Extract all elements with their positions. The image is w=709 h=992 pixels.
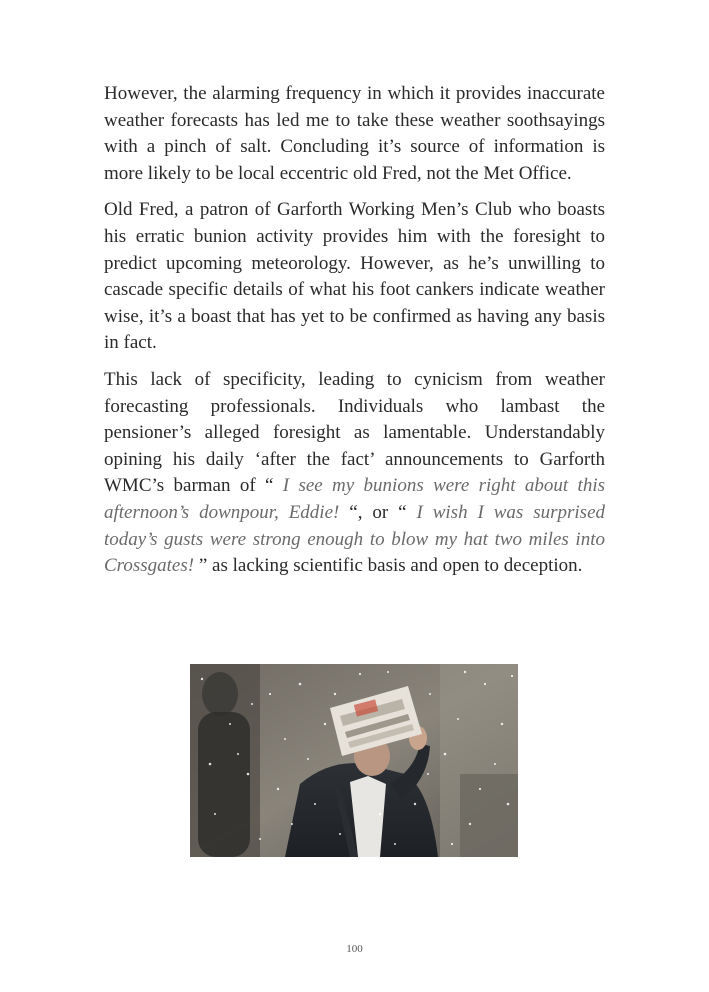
gusts-quote: I wish I was surprised today’s gusts were strong enough to blow my hat two miles into Crossgates! <box>104 501 606 577</box>
rain-photo-illustration <box>190 664 518 857</box>
page-body <box>104 81 605 590</box>
paragraph-3-text-2: “, or “ <box>339 501 417 523</box>
paragraph-3 <box>104 367 605 580</box>
rain-photo <box>190 664 518 857</box>
paragraph-2: Old Fred, a patron of Garforth Working Men’s Club who boasts his erratic bunion activity provides him with the foresight to predict upcoming meteorology. However, as he’s unwilling to cascade specific details of what his foot cankers indicate weather wise, it’s a boast that has yet to be confirmed as having any basis in fact. <box>104 199 605 354</box>
page-number: 100 <box>346 943 363 955</box>
paragraph-1: However, the alarming frequency in which it provides inaccurate weather forecasts has led me to take these weather soothsayings with a pinch of salt. Concluding it’s source of information is more likely to be local eccentric old Fred, not the Met Office. <box>104 83 605 184</box>
bunion-quote: I see my bunions were right about this afternoon’s downpour, Eddie! <box>104 475 606 523</box>
paragraph-3-text-3: ” as lacking scientific basis and open to deception. <box>194 555 583 577</box>
paragraph-3-text-1: This lack of specificity, leading to cynicism from weather forecasting professionals. Individuals who lambast the pensioner’s alleged foresight as lamentable. Understandably opining his daily ‘after the fact’ announcements to Garforth WMC’s barman of “ <box>104 368 605 497</box>
